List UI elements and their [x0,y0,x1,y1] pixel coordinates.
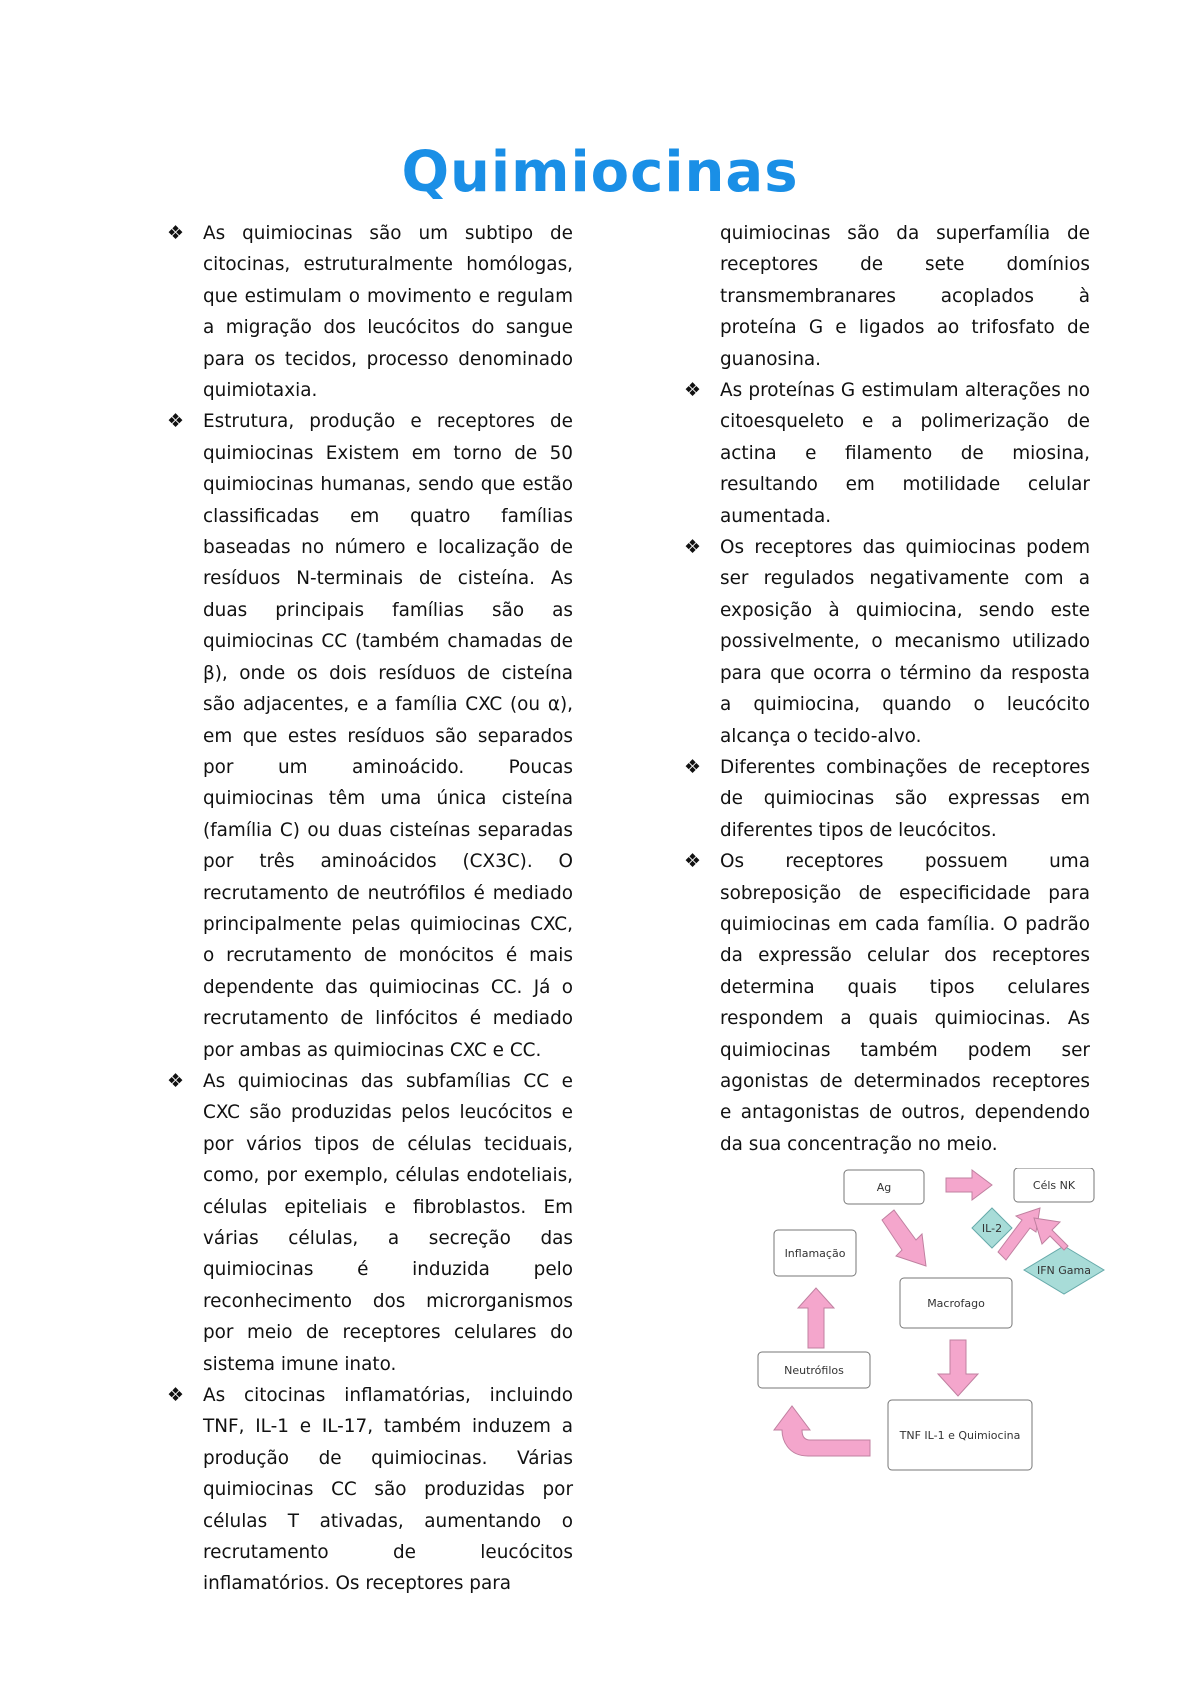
neutrofilos-label: Neutrófilos [784,1364,844,1377]
arrow-up-icon [798,1288,834,1348]
macrofago-label: Macrofago [927,1297,985,1310]
il2-label: IL-2 [981,1222,1003,1235]
curved-arrow-icon [774,1406,870,1456]
bullet-paragraph [684,846,1090,1160]
diamond-bullet-icon: ❖ [167,1384,185,1407]
page-title: Quimiocinas [401,140,799,205]
bullet-paragraph [167,406,573,1066]
arrow-down-icon [938,1340,978,1396]
diamond-bullet-icon: ❖ [684,379,702,402]
bullet-paragraph [684,532,1090,752]
paragraph-text: Os receptores das quimiocinas podem ser regulados negativamente com a exposição à quimiocina, sendo este possivelmente, o mecanismo utilizado para que ocorra o término da resposta a quimiocina, quando o leucócito alcança o tecido-alvo. [720,537,1090,747]
bullet-paragraph [167,218,573,406]
paragraph-text: As citocinas inflamatórias, incluindo TNF, IL-1 e IL-17, também induzem a produção de quimiocinas. Várias quimiocinas CC são produzidas por células T ativadas, aumentando o recrutamento de leucócitos inflamatórios. Os receptores para [203,1385,573,1595]
arrow-right-icon [946,1170,992,1200]
paragraph-text: Estrutura, produção e receptores de quimiocinas Existem em torno de 50 quimiocinas humanas, sendo que estão classificadas em quatro famílias baseadas no número e localização de resíduos N-terminais de cisteína. As duas principais famílias são as quimiocinas CC (também chamadas de β), onde os dois resíduos de cisteína são adjacentes, e a família CXC (ou α), em que estes resíduos são separados por um aminoácido. Poucas quimiocinas têm uma única cisteína (família C) ou duas cisteínas separadas por três aminoácidos (CX3C). O recrutamento de neutrófilos é mediado principalmente pelas quimiocinas CXC, o recrutamento de monócitos é mais dependente das quimiocinas CC. Já o recrutamento de linfócitos é mediado por ambas as quimiocinas CXC e CC. [203,411,573,1061]
paragraph-text: As quimiocinas das subfamílias CC e CXC são produzidas pelos leucócitos e por vários tipos de células teciduais, como, por exemplo, células endoteliais, células epiteliais e fibroblastos. Em várias células, a secreção das quimiocinas é induzida pelo reconhecimento dos microrganismos por meio de receptores celulares do sistema imune inato. [203,1070,573,1375]
diamond-bullet-icon: ❖ [684,536,702,559]
diamond-bullet-icon: ❖ [167,410,185,433]
arrow-down-left-icon [1034,1218,1068,1250]
bullet-paragraph [167,1380,573,1600]
cels-nk-label: Céls NK [1032,1179,1076,1192]
inflamacao-label: Inflamação [784,1247,846,1260]
continued-paragraph: quimiocinas são da superfamília de receptores de sete domínios transmembranares acoplados à proteína G e ligados ao trifosfato de guanosina. [720,223,1090,370]
diamond-bullet-icon: ❖ [684,850,702,873]
left-column [167,218,573,1600]
ifn-gama-label: IFN Gama [1036,1264,1092,1277]
diamond-bullet-icon: ❖ [167,1069,185,1092]
paragraph-text: Os receptores possuem uma sobreposição de especificidade para quimiocinas em cada família. O padrão da expressão celular dos receptores determina quais tipos celulares respondem a quais quimiocinas. As quimiocinas também podem ser agonistas de determinados receptores e antagonistas de outros, dependendo da sua concentração no meio. [720,851,1090,1155]
ag-label: Ag [876,1181,892,1194]
diamond-bullet-icon: ❖ [167,222,185,244]
paragraph-text: As quimiocinas são um subtipo de citocinas, estruturalmente homólogas, que estimulam o movimento e regulam a migração dos leucócitos do sangue para os tecidos, processo denominado quimiotaxia. [203,223,573,402]
immune-flow-diagram [752,1168,1120,1478]
diagram-svg [752,1168,1120,1478]
bullet-paragraph [684,375,1090,532]
bullet-paragraph [684,752,1090,846]
right-column [684,218,1090,1160]
tnf-label: TNF IL-1 e Quimiocina [899,1429,1021,1442]
diamond-bullet-icon: ❖ [684,755,702,778]
paragraph-text: Diferentes combinações de receptores de quimiocinas são expressas em diferentes tipos de leucócitos. [720,756,1090,841]
arrow-down-right-icon [882,1210,926,1266]
paragraph-text: As proteínas G estimulam alterações no citoesqueleto e a polimerização de actina e filamento de miosina, resultando em motilidade celular aumentada. [720,380,1090,527]
bullet-paragraph [167,1066,573,1380]
